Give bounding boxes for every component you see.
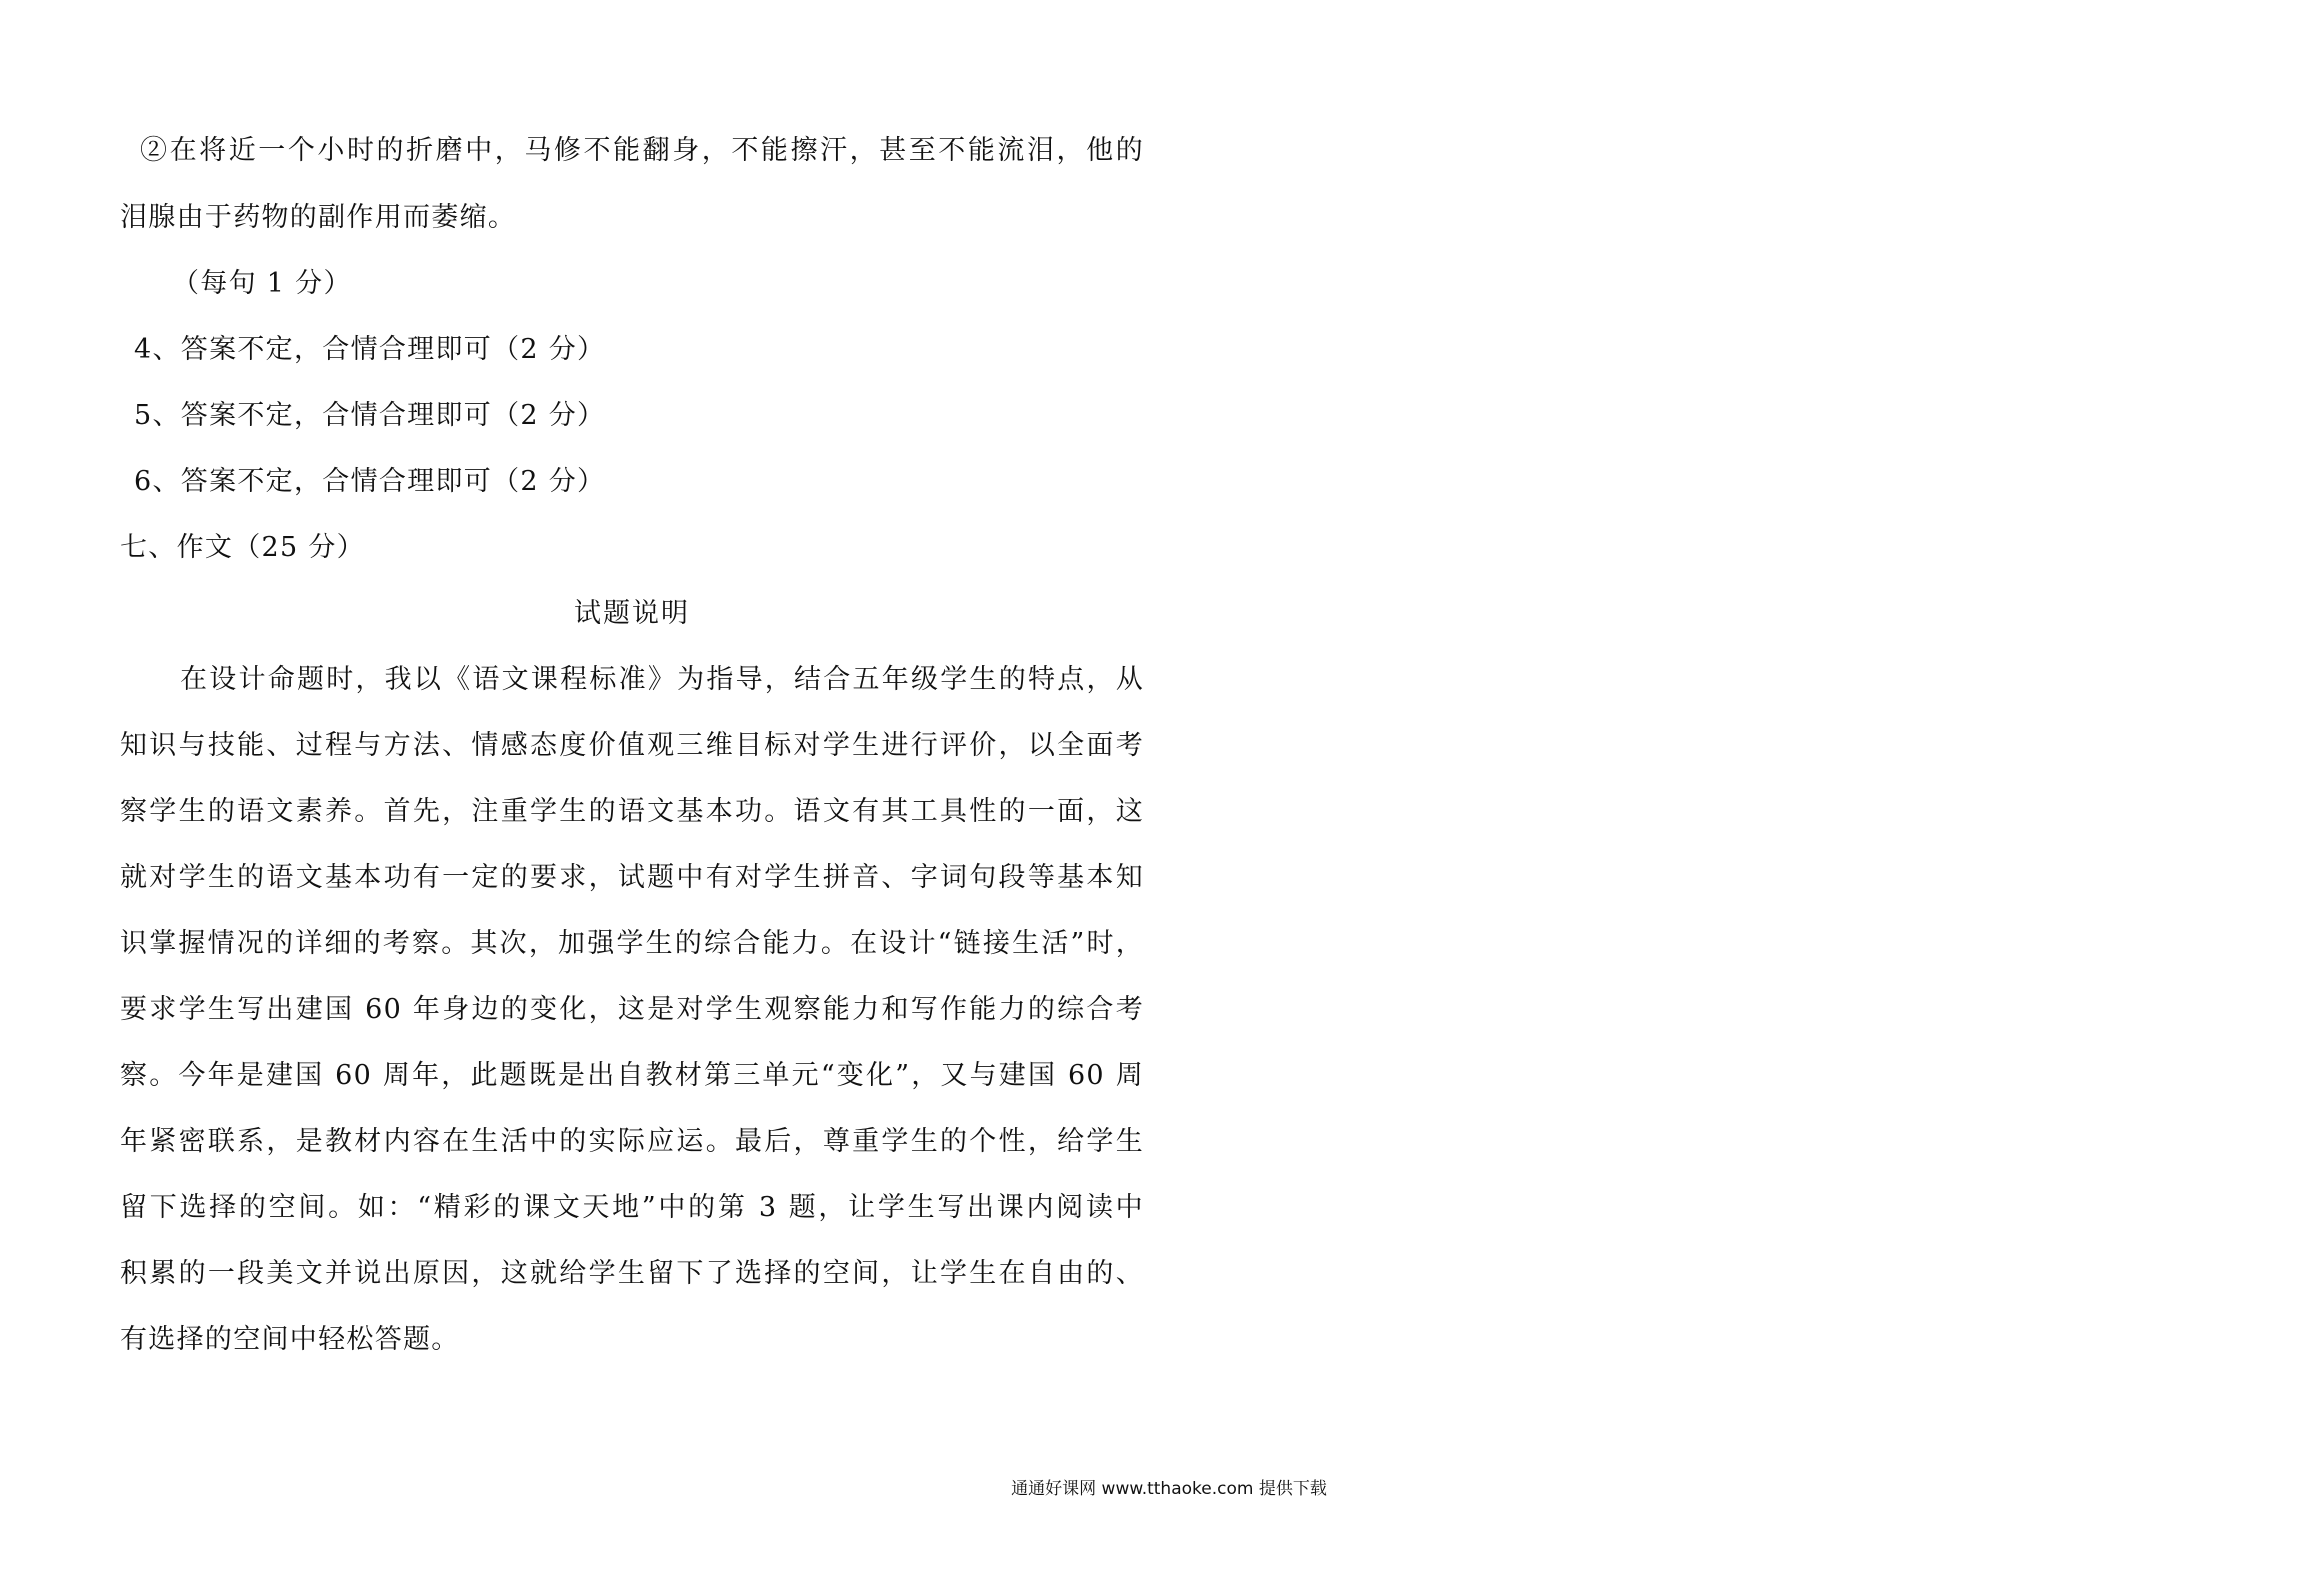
- footer-source-note: 通通好课网 www.tthaoke.com 提供下载: [1011, 1479, 1327, 1499]
- answer-line-2: 泪腺由于药物的副作用而萎缩。: [120, 202, 517, 233]
- answer-line-1: ②在将近一个小时的折磨中，马修不能翻身，不能擦汗，甚至不能流泪，他的: [140, 135, 1144, 166]
- paragraph-line: 识掌握情况的详细的考察。其次，加强学生的综合能力。在设计“链接生活”时，: [120, 928, 1144, 959]
- paragraph-line: 察。今年是建国 60 周年，此题既是出自教材第三单元“变化”，又与建国 60 周: [120, 1060, 1144, 1091]
- answer-item-4: 4、答案不定，合情合理即可（2 分）: [134, 334, 606, 365]
- answer-item-5: 5、答案不定，合情合理即可（2 分）: [134, 400, 606, 431]
- paragraph-line: 察学生的语文素养。首先，注重学生的语文基本功。语文有其工具性的一面，这: [120, 796, 1144, 827]
- paragraph-line: 年紧密联系，是教材内容在生活中的实际应运。最后，尊重学生的个性，给学生: [120, 1126, 1144, 1157]
- paragraph-line: 有选择的空间中轻松答题。: [120, 1324, 460, 1355]
- paragraph-line: 积累的一段美文并说出原因，这就给学生留下了选择的空间，让学生在自由的、: [120, 1258, 1144, 1289]
- score-note: （每句 1 分）: [172, 268, 352, 299]
- paragraph-line: 要求学生写出建国 60 年身边的变化，这是对学生观察能力和写作能力的综合考: [120, 994, 1144, 1025]
- paragraph-line: 在设计命题时，我以《语文课程标准》为指导，结合五年级学生的特点，从: [180, 664, 1144, 695]
- paragraph-line: 就对学生的语文基本功有一定的要求，试题中有对学生拼音、字词句段等基本知: [120, 862, 1144, 893]
- explanation-title: 试题说明: [574, 598, 690, 629]
- paragraph-line: 留下选择的空间。如：“精彩的课文天地”中的第 3 题，让学生写出课内阅读中: [120, 1192, 1144, 1223]
- paragraph-line: 知识与技能、过程与方法、情感态度价值观三维目标对学生进行评价，以全面考: [120, 730, 1144, 761]
- answer-item-6: 6、答案不定，合情合理即可（2 分）: [134, 466, 606, 497]
- section-heading-composition: 七、作文（25 分）: [120, 532, 365, 563]
